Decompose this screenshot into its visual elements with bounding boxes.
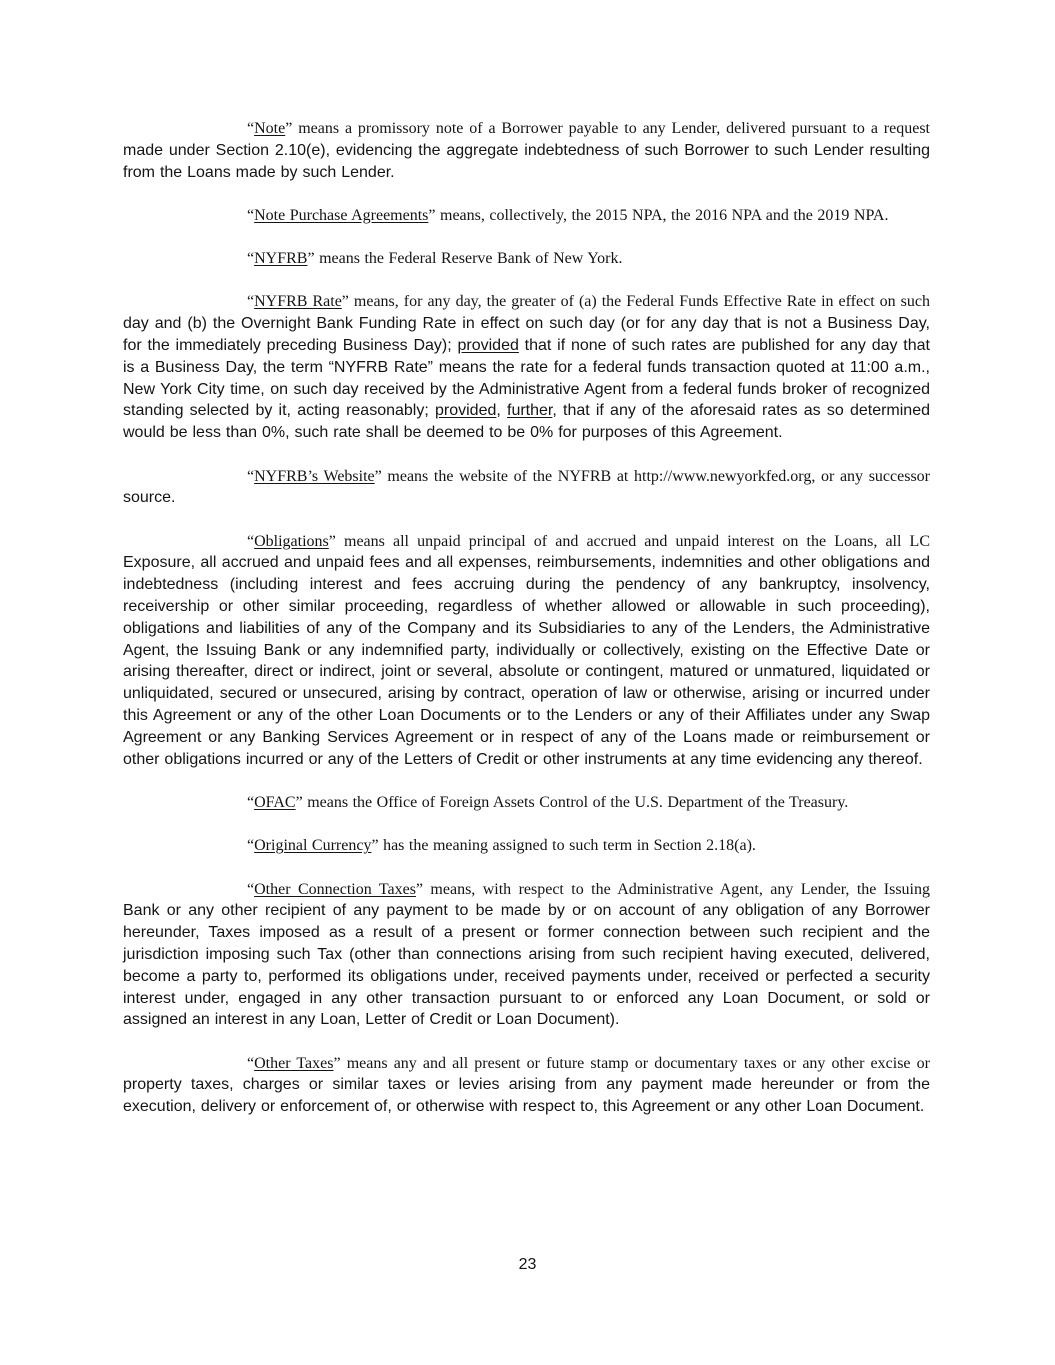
paragraph-text: “ xyxy=(247,1054,255,1072)
paragraph-text: , xyxy=(496,402,507,420)
defined-term: further xyxy=(507,402,553,420)
paragraph-text: “ xyxy=(247,880,255,898)
paragraph-text: “ xyxy=(247,467,255,485)
page-number: 23 xyxy=(518,1256,537,1273)
paragraph-text: ” means the Office of Foreign Assets Control of the U.S. Department of the Treasury. xyxy=(295,793,849,811)
paragraph-text: “ xyxy=(247,120,255,137)
definition-paragraph xyxy=(123,248,930,270)
paragraph-text: ” means a promissory note of a Borrower payable to any Lender, delivered pursuant to a request made under Section 2.10(e), evidencing the aggregate indebtedness of such Borrower to such Lender resulting from the Loans made by such Lender. xyxy=(123,120,930,181)
defined-term: provided xyxy=(457,337,519,355)
paragraph-text: ” means, with respect to the Administrative Agent, any Lender, the Issuing Bank or any other recipient of any payment to be made by or on account of any obligation of any Borrower hereunder, Taxes imposed as a result of a present or former connection between such recipient and the jurisdiction imposing such Tax (other than connections arising from such recipient having executed, delivered, become a party to, performed its obligations under, received payments under, received or perfected a security interest under, engaged in any other transaction pursuant to or enforced any Loan Document, or sold or assigned an interest in any Loan, Letter of Credit or Loan Document). xyxy=(123,880,930,1029)
paragraph-text: “ xyxy=(247,532,255,550)
paragraph-text: “ xyxy=(247,206,255,224)
paragraph-text: “ xyxy=(247,837,255,855)
paragraph-text: “ xyxy=(247,250,255,268)
document-body xyxy=(123,118,930,1139)
defined-term: NYFRB xyxy=(254,250,308,268)
definition-paragraph xyxy=(123,835,930,857)
paragraph-text: ” means all unpaid principal of and accrued and unpaid interest on the Loans, all LC Exposure, all accrued and unpaid fees and all expenses, reimbursements, indemnities and other obligations and indebtedness (including interest and fees accruing during the pendency of any bankruptcy, insolvency, receivership or other similar proceeding, regardless of whether allowed or allowable in such proceeding), obligations and liabilities of any of the Company and its Subsidiaries to any of the Lenders, the Administrative Agent, the Issuing Bank or any indemnified party, individually or collectively, existing on the Effective Date or arising thereafter, direct or indirect, joint or several, absolute or contingent, matured or unmatured, liquidated or unliquidated, secured or unsecured, arising by contract, operation of law or otherwise, arising or incurred under this Agreement or any of the other Loan Documents or to the Lenders or any of their Affiliates under any Swap Agreement or any Banking Services Agreement or in respect of any of the Loans made or reimbursement or other obligations incurred or any of the Letters of Credit or other instruments at any time evidencing any thereof. xyxy=(123,532,930,768)
paragraph-text: ” means, collectively, the 2015 NPA, the 2016 NPA and the 2019 NPA. xyxy=(428,206,889,224)
defined-term: Other Connection Taxes xyxy=(254,880,416,898)
paragraph-text: ” has the meaning assigned to such term in Section 2.18(a). xyxy=(371,837,756,855)
paragraph-text: ” means, for any day, the greater of (a) the Federal Funds Effective Rate in effect on such day and (b) the Overnight Bank Funding Rate in effect on such day (or for any day that is not a Business Day, for the immediately preceding Business Day); xyxy=(123,293,931,355)
definition-paragraph xyxy=(123,879,930,1032)
defined-term: provided xyxy=(434,402,497,420)
paragraph-text: ” means the website of the NYFRB at http://www.newyorkfed.org, or any successor source. xyxy=(123,467,931,507)
defined-term: NYFRB’s Website xyxy=(254,467,375,485)
defined-term: Obligations xyxy=(254,532,329,550)
definition-paragraph xyxy=(123,1053,930,1118)
definition-paragraph xyxy=(123,205,930,227)
definition-paragraph xyxy=(123,466,930,510)
paragraph-text: , that if any of the aforesaid rates as so determined would be less than 0%, such rate shall be deemed to be 0% for purposes of this Agreement. xyxy=(123,402,931,442)
defined-term: Note xyxy=(254,120,286,137)
defined-term: Other Taxes xyxy=(254,1054,334,1072)
paragraph-text: that if none of such rates are published for any day that is a Business Day, the term “NYFRB Rate” means the rate for a federal funds transaction quoted at 11:00 a.m., New York City time, on such day received by the Administrative Agent from a federal funds broker of recognized standing selected by it, acting reasonably; xyxy=(123,337,930,420)
definition-paragraph xyxy=(123,792,930,814)
defined-term: Note Purchase Agreements xyxy=(254,206,429,224)
paragraph-text: “ xyxy=(247,793,255,811)
definition-paragraph xyxy=(123,118,930,183)
paragraph-text: ” means the Federal Reserve Bank of New York. xyxy=(307,250,623,268)
definition-paragraph xyxy=(123,531,930,771)
defined-term: OFAC xyxy=(254,793,296,811)
defined-term: Original Currency xyxy=(254,837,372,855)
defined-term: NYFRB Rate xyxy=(254,293,342,311)
paragraph-text: “ xyxy=(247,293,255,311)
paragraph-text: ” means any and all present or future stamp or documentary taxes or any other excise or property taxes, charges or similar taxes or levies arising from any payment made hereunder or from the execution, delivery or enforcement of, or otherwise with respect to, this Agreement or any other Loan Document. xyxy=(123,1054,930,1116)
definition-paragraph xyxy=(123,291,930,444)
